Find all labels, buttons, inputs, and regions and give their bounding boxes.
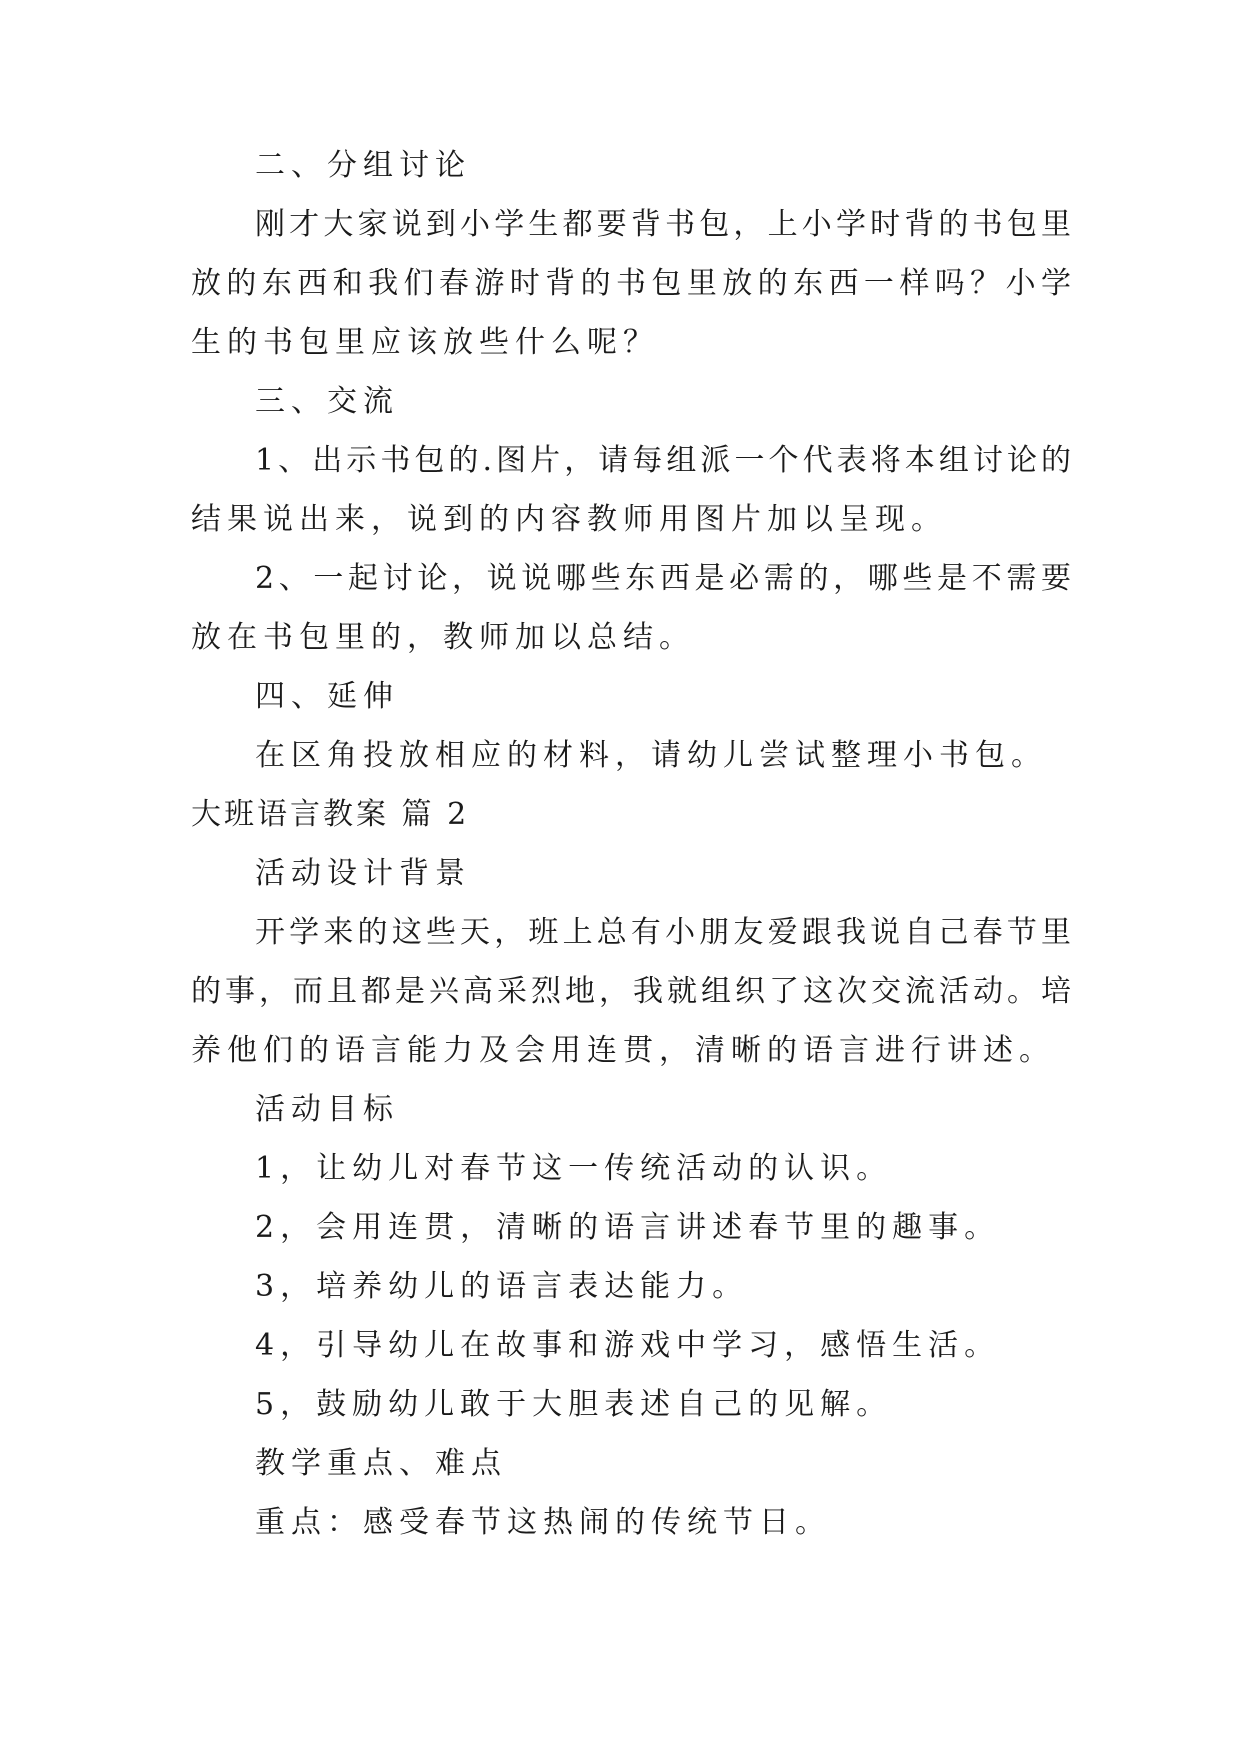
list-item: 5，鼓励幼儿敢于大胆表述自己的见解。 xyxy=(255,1387,893,1422)
paragraph-line: 2、一起讨论，说说哪些东西是必需的，哪些是不需要 xyxy=(255,561,1071,596)
paragraph-line: 放在书包里的，教师加以总结。 xyxy=(191,620,695,655)
paragraph-line: 养他们的语言能力及会用连贯，清晰的语言进行讲述。 xyxy=(191,1033,1055,1068)
list-item: 3，培养幼儿的语言表达能力。 xyxy=(255,1269,749,1304)
paragraph-line: 生的书包里应该放些什么呢？ xyxy=(191,325,659,360)
paragraph-line: 的事，而且都是兴高采烈地，我就组织了这次交流活动。培 xyxy=(191,974,1071,1009)
document-title: 大班语言教案 篇 2 xyxy=(191,797,470,832)
paragraph-line: 开学来的这些天，班上总有小朋友爱跟我说自己春节里 xyxy=(255,915,1071,950)
paragraph-line: 放的东西和我们春游时背的书包里放的东西一样吗？小学 xyxy=(191,266,1071,301)
section-heading: 教学重点、难点 xyxy=(255,1446,507,1481)
section-heading: 二、分组讨论 xyxy=(255,148,471,183)
paragraph-line: 结果说出来，说到的内容教师用图片加以呈现。 xyxy=(191,502,947,537)
list-item: 1，让幼儿对春节这一传统活动的认识。 xyxy=(255,1151,893,1186)
list-item: 2，会用连贯，清晰的语言讲述春节里的趣事。 xyxy=(255,1210,1001,1245)
section-heading: 活动设计背景 xyxy=(255,856,471,891)
paragraph-line: 在区角投放相应的材料，请幼儿尝试整理小书包。 xyxy=(255,738,1047,773)
section-heading: 活动目标 xyxy=(255,1092,399,1127)
section-heading: 四、延伸 xyxy=(255,679,399,714)
paragraph-line: 1、出示书包的.图片，请每组派一个代表将本组讨论的 xyxy=(255,443,1071,478)
paragraph-line: 刚才大家说到小学生都要背书包，上小学时背的书包里 xyxy=(255,207,1071,242)
section-heading: 三、交流 xyxy=(255,384,399,419)
list-item: 4，引导幼儿在故事和游戏中学习，感悟生活。 xyxy=(255,1328,1001,1363)
paragraph-line: 重点：感受春节这热闹的传统节日。 xyxy=(255,1505,831,1540)
